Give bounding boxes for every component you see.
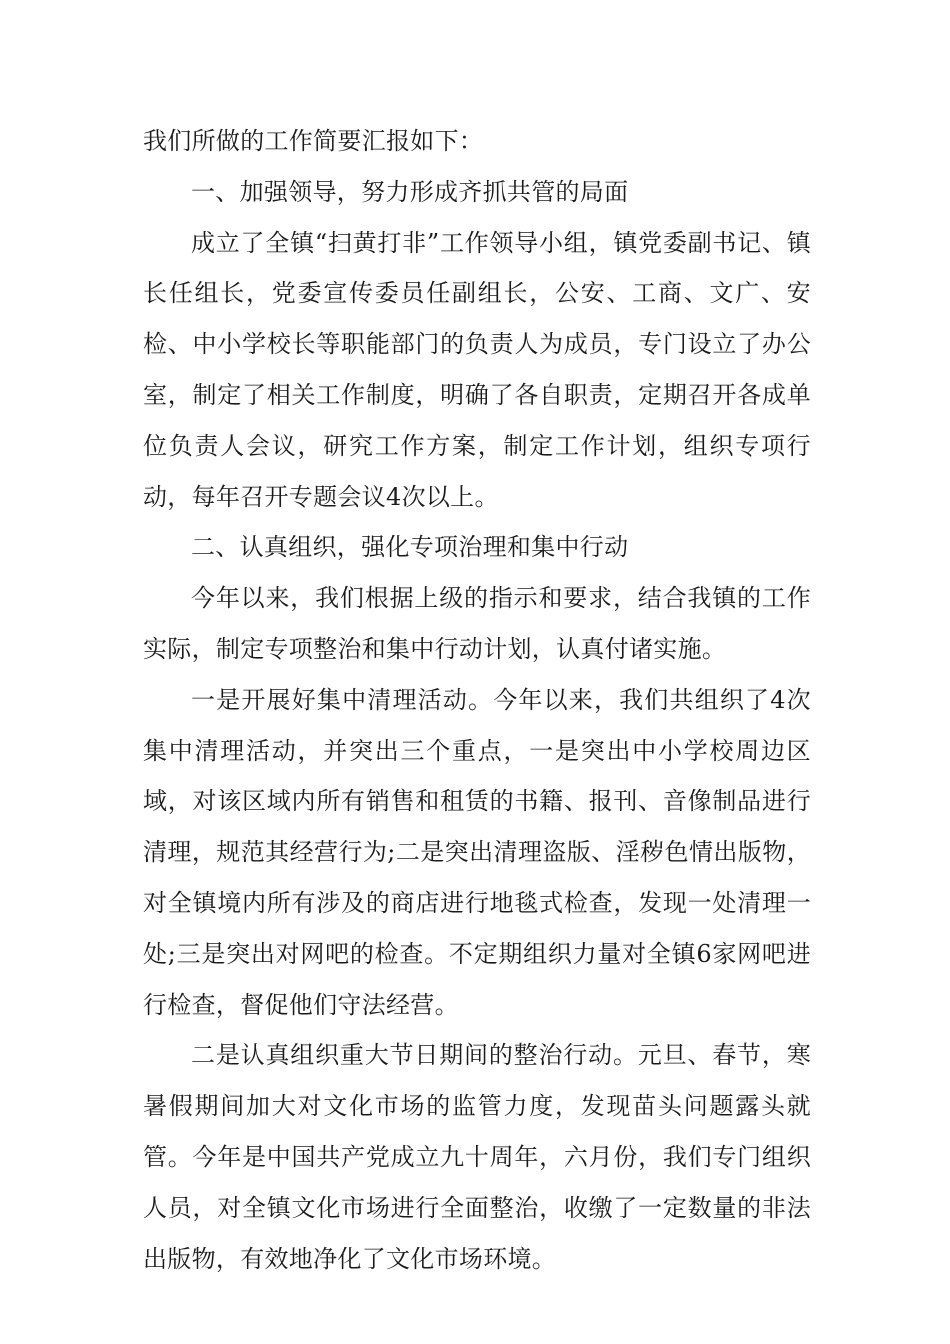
paragraph-leadership-group: 成立了全镇“扫黄打非”工作领导小组，镇党委副书记、镇长任组长，党委宣传委员任副组长，公安、工商、文广、安检、中小学校长等职能部门的负责人为成员，专门设立了办公室，制定了相关工作制度，明确了各自职责，定期召开各成单位负责人会议，研究工作方案，制定工作计划，组织专项行动，每年召开专题会议4次以上。 xyxy=(143,228,811,511)
paragraph-intro: 我们所做的工作简要汇报如下： xyxy=(143,127,484,155)
section-heading-1: 一、加强领导，努力形成齐抓共管的局面 xyxy=(191,177,629,206)
paragraph-holiday-action: 二是认真组织重大节日期间的整治行动。元旦、春节，寒暑假期间加大对文化市场的监管力度，发现苗头问题露头就管。今年是中国共产党成立九十周年，六月份，我们专门组织人员，对全镇文化市场进行全面整治，收缴了一定数量的非法出版物，有效地净化了文化市场环境。 xyxy=(143,1041,811,1273)
section-heading-2: 二、认真组织，强化专项治理和集中行动 xyxy=(191,533,629,562)
paragraph-cleanup-activity: 一是开展好集中清理活动。今年以来，我们共组织了4次集中清理活动，并突出三个重点，一是突出中小学校周边区域，对该区域内所有销售和租赁的书籍、报刊、音像制品进行清理，规范其经营行为;二是突出清理盗版、淫秽色情出版物，对全镇境内所有涉及的商店进行地毯式检查，发现一处清理一处;三是突出对网吧的检查。不定期组织力量对全镇6家网吧进行检查，督促他们守法经营。 xyxy=(143,685,811,1019)
paragraph-this-year: 今年以来，我们根据上级的指示和要求，结合我镇的工作实际，制定专项整治和集中行动计划，认真付诸实施。 xyxy=(143,584,811,663)
document-body xyxy=(143,116,811,1284)
